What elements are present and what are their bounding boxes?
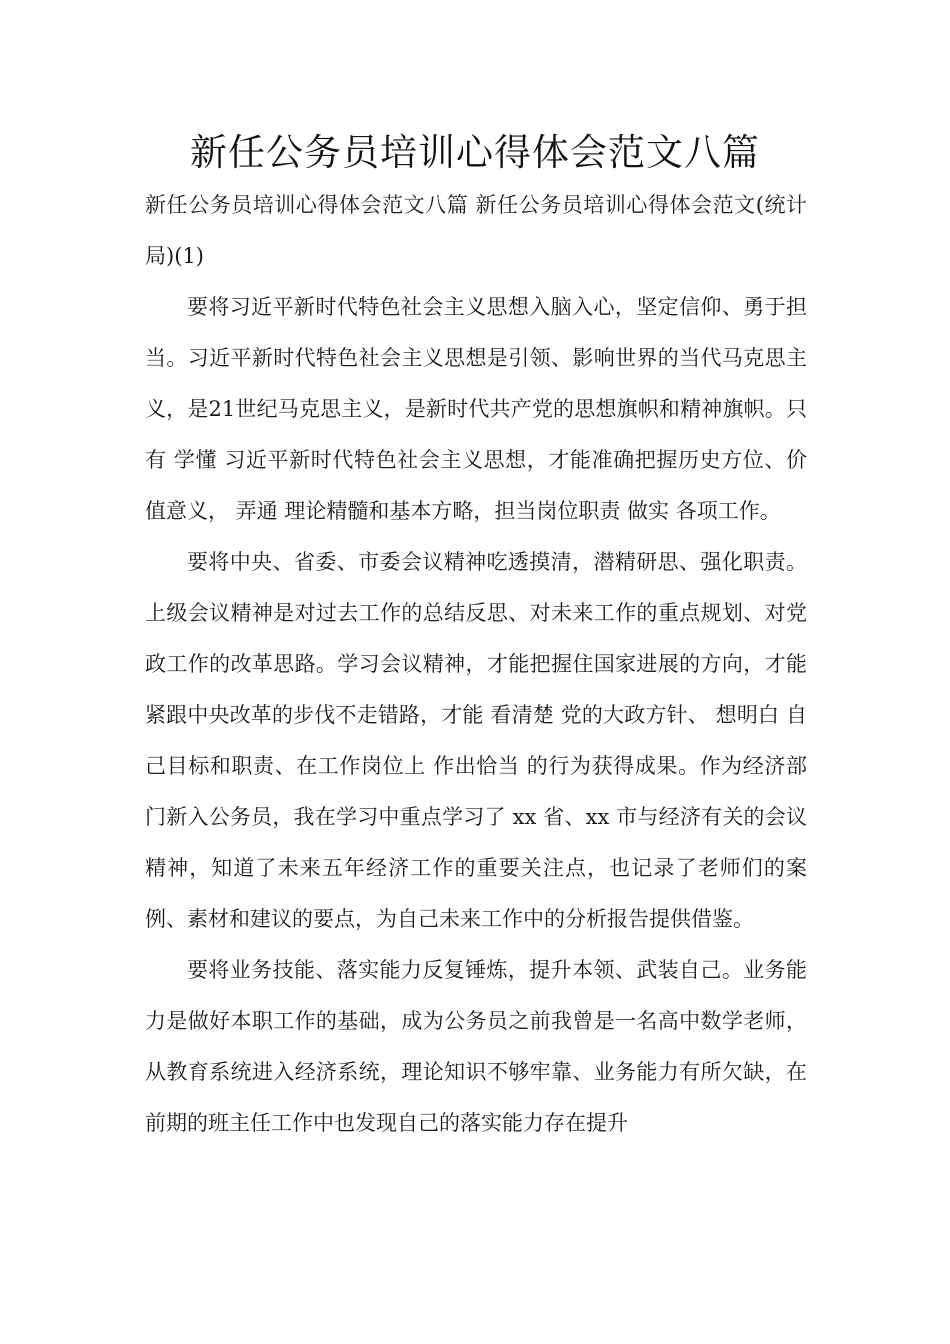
document-subtitle: 新任公务员培训心得体会范文八篇 新任公务员培训心得体会范文(统计局)(1) (145, 193, 807, 268)
document-title: 新任公务员培训心得体会范文八篇 (190, 131, 760, 174)
paragraph-3: 要将业务技能、落实能力反复锤炼，提升本领、武装自己。业务能力是做好本职工作的基础，成为公务员之前我曾是一名高中数学老师，从教育系统进入经济系统，理论知识不够牢靠、业务能力有所欠缺，在前期的班主任工作中也发现自己的落实能力存在提升 (145, 958, 807, 1135)
paragraph-2: 要将中央、省委、市委会议精神吃透摸清，潜精研思、强化职责。上级会议精神是对过去工作的总结反思、对未来工作的重点规划、对党政工作的改革思路。学习会议精神，才能把握住国家进展的方向，才能紧跟中央改革的步伐不走错路，才能 看清楚 党的大政方针、 想明白 自己目标和职责、在工作岗位上 作出恰当 的行为获得成果。作为经济部门新入公务员，我在学习中重点学习了 xx 省、xx 市与经济有关的会议精神，知道了未来五年经济工作的重要关注点，也记录了老师们的案例、素材和建议的要点，为自己未来工作中的分析报告提供借鉴。 (145, 550, 807, 931)
paragraph-1: 要将习近平新时代特色社会主义思想入脑入心，坚定信仰、勇于担当。习近平新时代特色社会主义思想是引领、影响世界的当代马克思主义，是21世纪马克思主义，是新时代共产党的思想旗帜和精神旗帜。只有 学懂 习近平新时代特色社会主义思想，才能准确把握历史方位、价值意义， 弄通 理论精髓和基本方略，担当岗位职责 做实 各项工作。 (145, 295, 807, 523)
document-body (145, 180, 807, 1149)
